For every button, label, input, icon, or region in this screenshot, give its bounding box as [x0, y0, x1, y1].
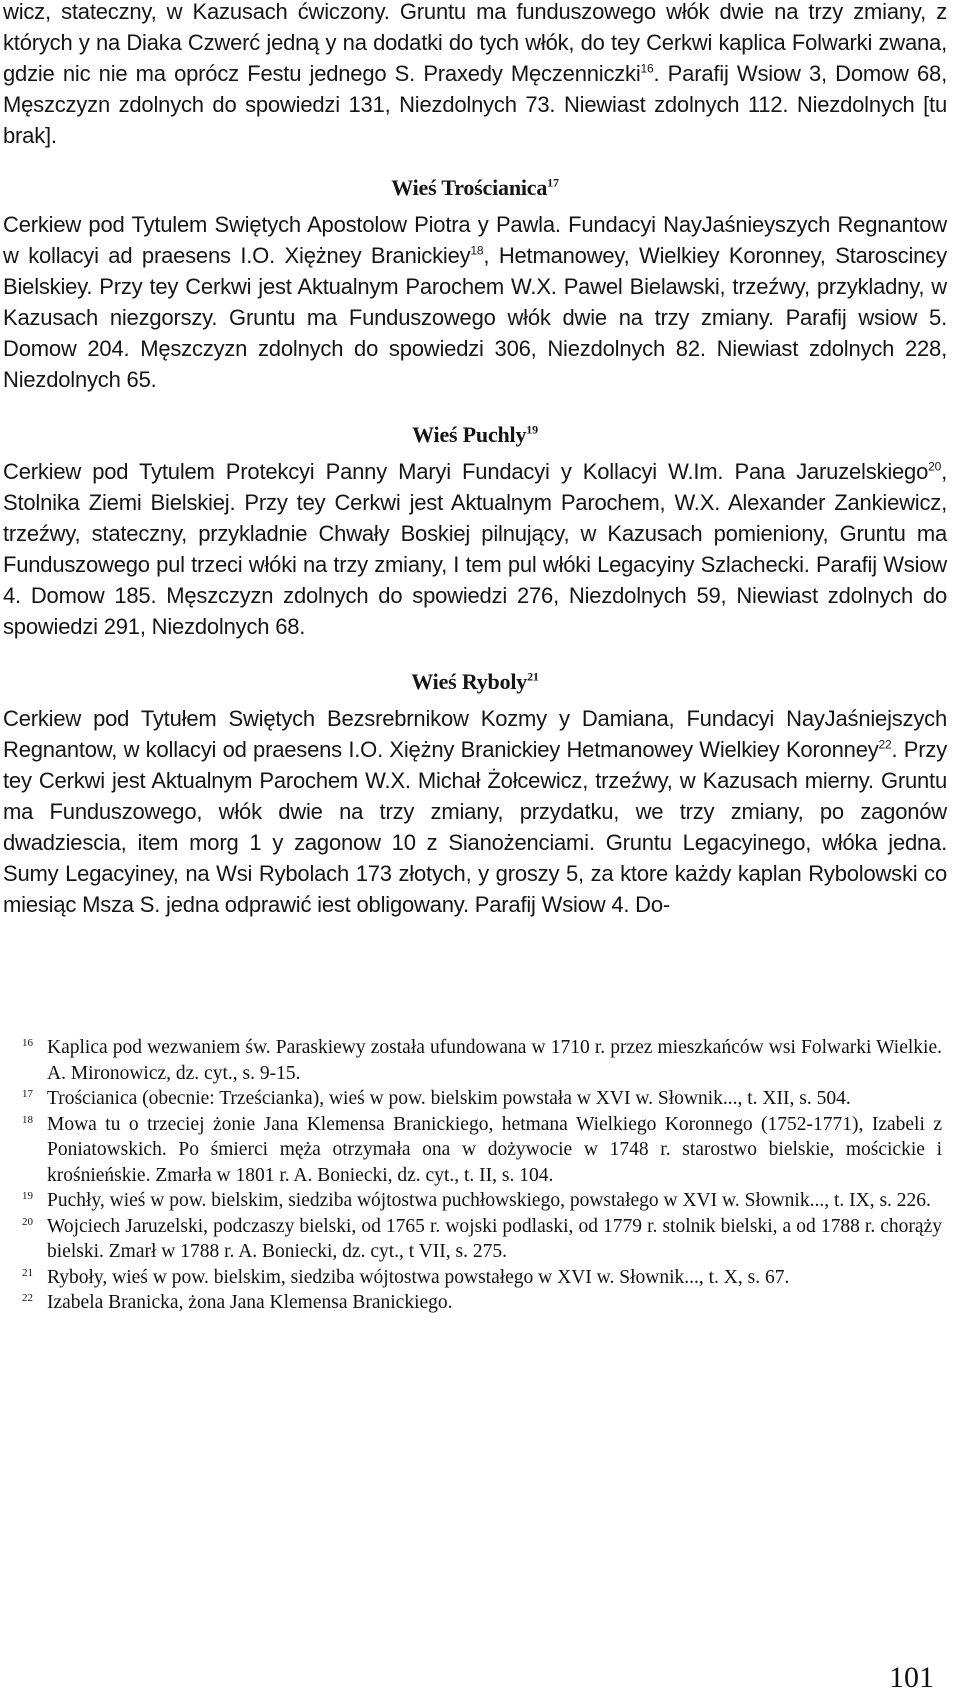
footnote-number: 22: [22, 1292, 33, 1304]
footnote-ref: 18: [470, 243, 484, 258]
footnote-number: 21: [22, 1266, 33, 1279]
paragraph-text: wicz, stateczny, w Kazusach ćwiczony. Gruntu ma funduszowego włók dwie na trzy zmiany, z których y na Diaka Czwerć jedną y na dodatki do tych włók, do tey Cerkwi kaplica Folwarki zwana, gdzie nic nie ma oprócz Festu jednego S. Praxedy Męczenniczki: [3, 0, 947, 86]
footnote: [22, 1086, 942, 1112]
footnote-ref: 22: [878, 737, 892, 752]
footnote: [22, 1265, 942, 1291]
section-heading: [3, 667, 947, 697]
section-heading: [3, 173, 947, 203]
footnote: [22, 1112, 942, 1189]
footnote-text: Trościanica (obecnie: Trześcianka), wieś w pow. bielskim powstała w XVI w. Słownik..., t. XII, s. 504.: [47, 1088, 851, 1109]
main-text: [3, 0, 947, 920]
footnote-text: Izabela Branicka, żona Jana Klemensa Branickiego.: [47, 1292, 453, 1313]
footnote-text: Ryboły, wieś w pow. bielskim, siedziba wójtostwa powstałego w XVI w. Słownik..., t. X, s. 67.: [47, 1266, 790, 1288]
paragraph-text: Cerkiew pod Tytułem Swiętych Bezsrebrnikow Kozmy y Damiana, Fundacyi NayJaśniejszych Regnantow, w kollacyi od praesens I.O. Xiężny Branickiey Hetmanowey Wielkiey Koronney: [3, 706, 947, 762]
heading-text: Wieś Trościanica: [391, 175, 548, 200]
footnote-ref: 19: [526, 422, 538, 437]
paragraph: [3, 0, 947, 151]
footnote-number: 20: [22, 1215, 33, 1228]
footnote-ref: 21: [527, 669, 539, 684]
paragraph: [3, 703, 947, 920]
footnote-number: 17: [22, 1088, 33, 1100]
footnote-text: Wojciech Jaruzelski, podczaszy bielski, od 1765 r. wojski podlaski, od 1779 r. stolnik bielski, a od 1788 r. chorąży bielski. Zmarł w 1788 r. A. Boniecki, dz. cyt., t VII, s. 275.: [47, 1215, 942, 1262]
footnote-ref: 16: [640, 61, 654, 76]
footnote-text: Puchły, wieś w pow. bielskim, siedziba wójtostwa puchłowskiego, powstałego w XVI w. Słownik..., t. IX, s. 226.: [47, 1190, 931, 1211]
footnote-text: Mowa tu o trzeciej żonie Jana Klemensa Branickiego, hetmana Wielkiego Koronnego (1752-1771), Izabeli z Poniatowskich. Po śmierci męża otrzymała ona w dożywocie w 1748 r. starostwo bielskie, mościckie i krośnieńskie. Zmarła w 1801 r. A. Boniecki, dz. cyt., t. II, s. 104.: [47, 1113, 942, 1186]
paragraph: [3, 456, 947, 642]
footnote-text: Kaplica pod wezwaniem św. Paraskiewy została ufundowana w 1710 r. przez mieszkańców wsi Folwarki Wielkie. A. Mironowicz, dz. cyt., s. 9-15.: [47, 1037, 942, 1084]
footnote: [22, 1035, 942, 1086]
footnote-number: 16: [22, 1037, 33, 1049]
footnotes: [22, 1035, 942, 1316]
footnote-ref: 17: [547, 175, 559, 190]
footnote: [22, 1290, 942, 1316]
footnote-ref: 20: [928, 459, 942, 474]
section-heading: [3, 420, 947, 450]
paragraph-text: , Hetmanowey, Wielkiey Koronney, Staroscinєy Bielskiey. Przy tey Cerkwi jest Aktualnym Parochem W.X. Pawel Bielawski, trzeźwy, przykladny, w Kazusach niezgorszy. Gruntu ma Funduszowego włók dwie na trzy zmiany. Parafij wsiow 5. Domow 204. Męszczyzn zdolnych do spowiedzi 306, Niezdolnych 82. Niewiast zdolnych 228, Niezdolnych 65.: [3, 243, 947, 392]
footnote: [22, 1188, 942, 1214]
footnote-number: 19: [22, 1190, 33, 1202]
paragraph-text: . Parafij Wsiow 3, Domow 68, Męszczyzn zdolnych do spowiedzi 131, Niezdolnych 73. Niewiast zdolnych 112. Niezdolnych [tu brak].: [3, 61, 947, 148]
heading-text: Wieś Puchly: [412, 422, 527, 447]
paragraph-text: , Stolnika Ziemi Bielskiej. Przy tey Cerkwi jest Aktualnym Parochem, W.X. Alexander Zankiewicz, trzeźwy, stateczny, przykladnie Chwały Boskiej pilnujący, w Kazusach pomieniony, Gruntu ma Funduszowego pul trzeci włóki na trzy zmiany, I tem pul włóki Legacyiny Szlachecki. Parafij Wsiow 4. Domow 185. Męszczyzn zdolnych do spowiedzi 276, Niezdolnych 59, Niewiast zdolnych do spowiedzi 291, Niezdolnych 68.: [3, 459, 947, 639]
paragraph-text: Cerkiew pod Tytulem Protekcyi Panny Maryi Fundacyi y Kollacyi W.Im. Pana Jaruzelskiego: [3, 459, 929, 484]
footnote-number: 18: [22, 1113, 33, 1126]
paragraph-text: Cerkiew pod Tytulem Swiętych Apostolow Piotra y Pawla. Fundacyi NayJaśnieyszych Regnantow w kollacyi ad praesens I.O. Xiężney Branickiey: [3, 212, 947, 268]
paragraph-text: . Przy tey Cerkwi jest Aktualnym Parochem W.X. Michał Żołcewicz, trzeźwy, w Kazusach mierny. Gruntu ma Funduszowego, włók dwie na trzy zmiany, przydatku, we trzy zmiany, po zagonów dwadziescia, item morg 1 y zagonow 10 z Sianożenciami. Gruntu Legacyinego, włóka jedna. Sumy Legacyiney, na Wsi Rybolach 173 złotych, y groszy 5, za ktore każdy kaplan Rybolowski co miesiąc Msza S. jedna odprawić iest obligowany. Parafij Wsiow 4. Do-: [3, 737, 948, 917]
paragraph: [3, 209, 947, 395]
footnote: [22, 1214, 942, 1265]
heading-text: Wieś Ryboly: [411, 669, 528, 694]
page-number: 101: [889, 1661, 934, 1694]
